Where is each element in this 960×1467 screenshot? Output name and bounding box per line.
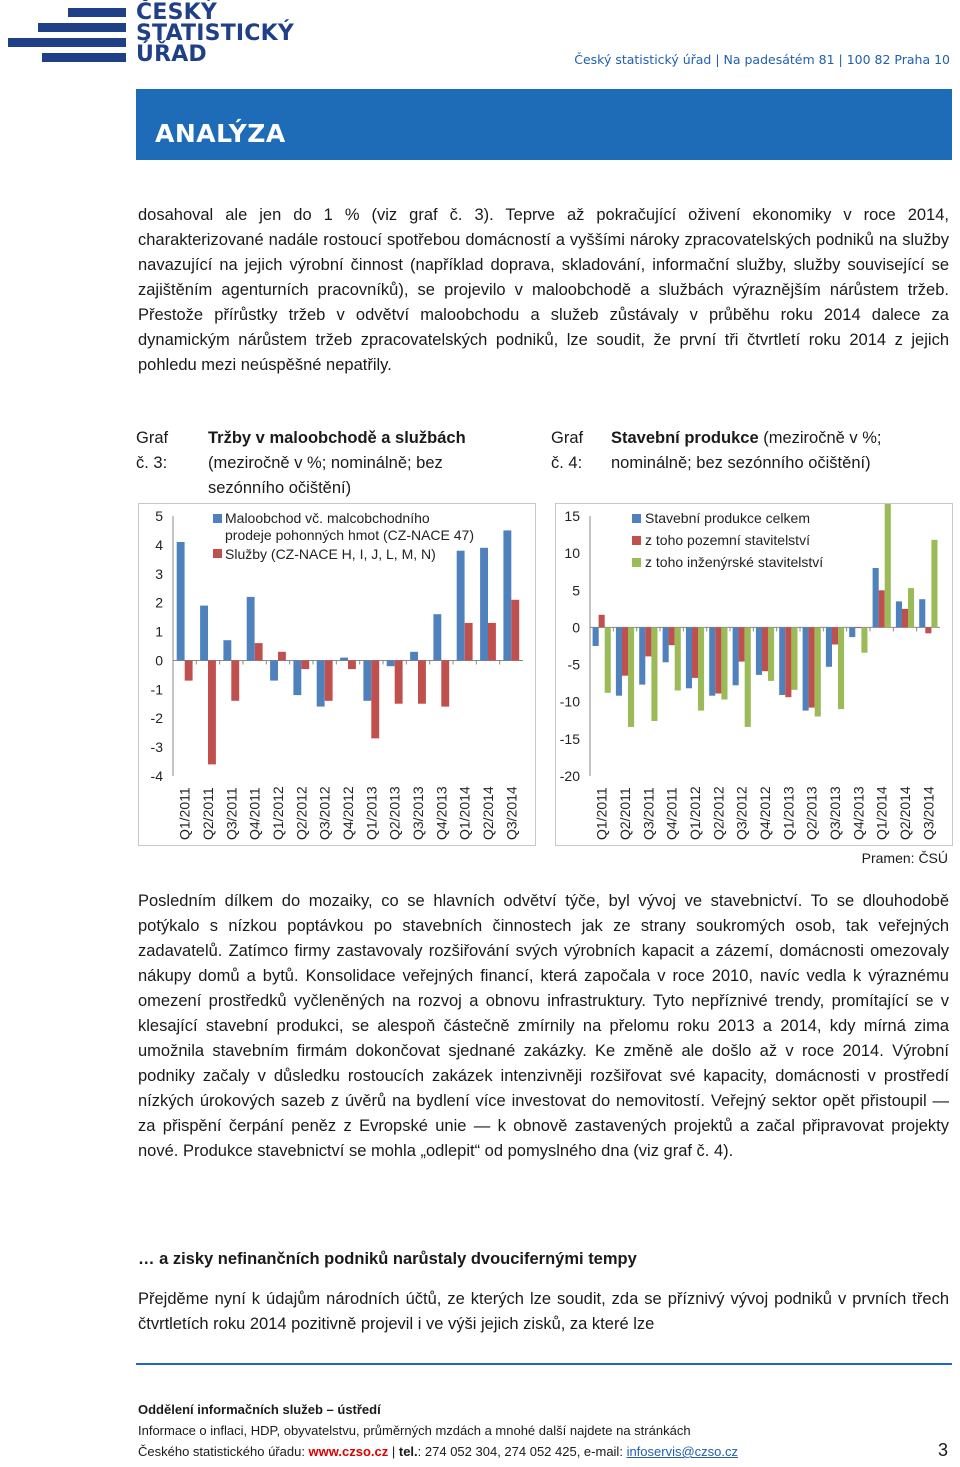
- bar-construction-series-0: [826, 627, 832, 666]
- x-tick-label: Q4/2011: [663, 787, 680, 840]
- y-tick-label: 4: [155, 536, 163, 553]
- bar-construction-series-0: [919, 599, 925, 627]
- bar-construction-series-1: [599, 615, 605, 628]
- x-tick-label: Q2/2013: [803, 786, 820, 840]
- bar-construction-series-1: [902, 609, 908, 628]
- bar-retail-series-0: [177, 542, 185, 660]
- x-tick-label: Q2/2012: [293, 786, 310, 840]
- x-tick-label: Q2/2013: [386, 786, 403, 840]
- bar-construction-series-1: [855, 627, 861, 628]
- y-tick-label: 5: [155, 508, 163, 524]
- graph4-label-2: č. 4:: [551, 454, 583, 472]
- legend-swatch: [213, 549, 222, 558]
- header-address: Český statistický úřad | Na padesátém 81 | 100 82 Praha 10: [574, 52, 950, 67]
- bar-construction-series-1: [762, 627, 768, 671]
- footer-info: Informace o inflaci, HDP, obyvatelstvu, průměrných mzdách a mnohé další najdete na stránkách: [138, 1423, 691, 1438]
- footer-contact-prefix: Českého statistického úřadu:: [138, 1444, 309, 1459]
- y-tick-label: -3: [150, 739, 163, 756]
- legend-swatch: [213, 514, 222, 523]
- graph4-title-rest: (meziročně v %; nominálně; bez sezónního očištění): [611, 429, 882, 472]
- chart-retail-services: [138, 503, 536, 846]
- bar-construction-series-1: [622, 627, 628, 675]
- bar-retail-series-0: [200, 606, 208, 661]
- bar-construction-series-2: [815, 627, 821, 716]
- x-tick-label: Q3/2013: [827, 786, 843, 840]
- graph4-label-1: Graf: [551, 429, 584, 447]
- bar-retail-series-1: [301, 660, 309, 669]
- bar-construction-series-0: [686, 627, 692, 688]
- bar-construction-series-0: [709, 627, 715, 695]
- bar-construction-series-1: [692, 627, 698, 678]
- footer-tel: : 274 052 304, 274 052 425, e-mail:: [417, 1444, 627, 1459]
- bar-construction-series-0: [849, 627, 855, 637]
- bar-construction-series-1: [669, 627, 675, 645]
- y-tick-label: -1: [150, 681, 163, 698]
- x-tick-label: Q3/2011: [223, 787, 240, 840]
- x-tick-label: Q1/2011: [176, 787, 193, 840]
- x-tick-label: Q1/2014: [456, 786, 473, 840]
- bar-retail-series-0: [270, 660, 278, 680]
- bar-construction-series-0: [779, 627, 785, 695]
- x-tick-label: Q4/2011: [246, 787, 263, 840]
- y-tick-label: -10: [559, 693, 580, 710]
- intro-paragraph-text: dosahoval ale jen do 1 % (viz graf č. 3). Teprve až pokračující oživení ekonomiky v roce 2014, charakterizované nadále rostoucí spotřebou domácností a vyššími nároky zpracovatelských podniků na služby navazující na jejich výrobní činnost (například doprava, skladování, informační služby, služby související se zajištěním agenturních pracovníků), se projevilo v maloobchodě a službách výraznějším nárůstem tržeb. Přestože přírůstky tržeb v odvětví maloobchodu a služeb zůstávaly v průběhu roku 2014 dalece za dynamickým nárůstem tržeb zpracovatelských podniků, lze soudit, že první tři čtvrtletí roku 2014 z jejich pohledu mezi neúspěšné nepatřily.: [138, 206, 949, 374]
- bar-retail-series-1: [488, 623, 496, 661]
- x-tick-label: Q1/2012: [687, 786, 703, 840]
- bar-construction-series-2: [931, 540, 937, 628]
- profits-paragraph-text: Přejděme nyní k údajům národních účtů, ze kterých lze soudit, zda se příznivý vývoj podniků v prvních třech čtvrtletích roku 2014 pozitivně projevil i ve výši jejich zisků, za které lze: [138, 1290, 949, 1333]
- x-tick-label: Q3/2011: [640, 787, 657, 840]
- x-tick-label: Q3/2012: [733, 786, 750, 840]
- bar-retail-series-0: [363, 660, 371, 700]
- bar-retail-series-0: [433, 614, 441, 660]
- x-tick-label: Q2/2011: [200, 787, 216, 840]
- bar-construction-series-1: [832, 627, 838, 644]
- bar-retail-series-0: [457, 551, 465, 661]
- bar-construction-series-0: [663, 627, 669, 662]
- graph3-label-1: Graf: [136, 429, 169, 447]
- x-tick-label: Q4/2012: [340, 786, 356, 840]
- legend-label: z toho pozemní stavitelství: [645, 532, 810, 548]
- logo-stripes-icon: [0, 8, 126, 64]
- graph3-title-bold: Tržby v maloobchodě a službách: [208, 429, 466, 447]
- bar-construction-series-2: [885, 503, 891, 627]
- bar-retail-series-1: [348, 660, 356, 669]
- bar-construction-series-2: [651, 627, 657, 721]
- y-tick-label: 15: [564, 508, 580, 524]
- x-tick-label: Q3/2012: [316, 786, 333, 840]
- bar-retail-series-0: [340, 658, 348, 661]
- bar-retail-series-1: [208, 660, 216, 764]
- bar-construction-series-2: [908, 588, 914, 627]
- x-tick-label: Q4/2013: [433, 786, 450, 840]
- x-tick-label: Q1/2011: [593, 787, 610, 840]
- footer-contact: [138, 1442, 738, 1462]
- legend-swatch: [632, 558, 641, 567]
- bar-construction-series-1: [879, 590, 885, 627]
- x-tick-label: Q3/2014: [920, 786, 937, 840]
- legend-label: z toho inženýrské stavitelství: [645, 554, 824, 570]
- bar-construction-series-0: [733, 627, 739, 685]
- legend-label: Služby (CZ-NACE H, I, J, L, M, N): [225, 546, 436, 562]
- y-tick-label: 0: [572, 619, 580, 636]
- legend-swatch: [632, 514, 641, 523]
- bar-retail-series-1: [185, 660, 193, 680]
- bar-construction-series-1: [739, 627, 745, 661]
- bar-construction-series-0: [873, 568, 879, 627]
- bar-retail-series-0: [223, 640, 231, 660]
- bar-retail-series-0: [410, 652, 418, 661]
- bar-construction-series-2: [628, 627, 634, 727]
- logo-line-2: STATISTICKÝ: [136, 21, 295, 46]
- bar-construction-series-0: [593, 627, 599, 646]
- bar-retail-series-0: [247, 597, 255, 661]
- x-tick-label: Q3/2013: [410, 786, 426, 840]
- bar-retail-series-1: [465, 623, 473, 661]
- graph3-title-rest: (meziročně v %; nominálně; bez sezónního očištění): [208, 454, 443, 497]
- x-tick-label: Q1/2014: [873, 786, 890, 840]
- bar-construction-series-0: [803, 627, 809, 710]
- y-tick-label: -2: [150, 710, 163, 727]
- bar-construction-series-1: [925, 627, 931, 633]
- bar-construction-series-2: [838, 627, 844, 709]
- bar-construction-series-2: [791, 627, 797, 689]
- banner-title: ANALÝZA: [155, 119, 286, 148]
- bar-retail-series-0: [317, 660, 325, 706]
- section-subheading: … a zisky nefinančních podniků narůstaly dvoucifernými tempy: [138, 1250, 637, 1268]
- x-tick-label: Q2/2012: [710, 786, 727, 840]
- x-tick-label: Q1/2013: [780, 786, 797, 840]
- y-tick-label: -5: [567, 656, 580, 673]
- x-tick-label: Q2/2014: [480, 786, 496, 840]
- bar-construction-series-2: [675, 627, 681, 690]
- bar-construction-series-2: [768, 627, 774, 681]
- bar-construction-series-0: [616, 627, 622, 695]
- bar-construction-series-1: [785, 627, 791, 697]
- legend-label: Maloobchod vč. malcobchodního prodeje pohonných hmot (CZ-NACE 47): [225, 510, 475, 543]
- bar-construction-series-0: [756, 627, 762, 675]
- bar-retail-series-0: [480, 548, 488, 661]
- bar-retail-series-0: [387, 660, 395, 666]
- chart-legend: [213, 510, 474, 562]
- bar-retail-series-0: [503, 530, 511, 660]
- bar-construction-series-2: [605, 627, 611, 692]
- y-tick-label: -4: [150, 768, 163, 784]
- graph3-label-2: č. 3:: [136, 454, 168, 472]
- x-tick-label: Q1/2012: [270, 786, 286, 840]
- x-tick-label: Q1/2013: [363, 786, 380, 840]
- footer-email-link[interactable]: infoservis@czso.cz: [626, 1444, 739, 1459]
- bar-retail-series-1: [231, 660, 239, 700]
- bar-retail-series-0: [293, 660, 301, 695]
- bar-retail-series-1: [418, 660, 426, 703]
- y-tick-label: 10: [564, 545, 580, 562]
- bar-construction-series-2: [721, 627, 727, 699]
- chart-construction: [555, 503, 953, 846]
- graph3-label: [136, 426, 168, 476]
- y-tick-label: 3: [155, 565, 163, 582]
- bar-construction-series-1: [645, 627, 651, 656]
- graph4-title-bold: Stavební produkce: [611, 429, 759, 447]
- x-tick-label: Q2/2011: [617, 787, 633, 840]
- bar-retail-series-1: [325, 660, 333, 700]
- footer-sep: |: [388, 1444, 399, 1459]
- graph3-title: [208, 426, 508, 501]
- intro-paragraph: [138, 203, 949, 378]
- bar-retail-series-1: [371, 660, 379, 738]
- bar-construction-series-1: [809, 627, 815, 707]
- construction-paragraph: [138, 889, 949, 1164]
- bar-construction-series-2: [698, 627, 704, 710]
- x-tick-label: Q3/2014: [503, 786, 520, 840]
- bar-construction-series-0: [639, 627, 645, 684]
- page-number: 3: [937, 1440, 948, 1460]
- bar-construction-series-0: [896, 601, 902, 627]
- footer-tel-label: tel.: [398, 1444, 418, 1459]
- y-tick-label: 5: [572, 582, 580, 599]
- construction-paragraph-text: Posledním dílkem do mozaiky, co se hlavních odvětví týče, byl vývoj ve stavebnictví. To se dlouhodobě potýkalo s nízkou poptávkou po stavebních činnostech jak ze strany soukromých osob, tak veřejných zadavatelů. Zatímco firmy zastavovaly rozšiřování svých výrobních kapacit a zázemí, domácnosti omezovaly nákupy domů a bytů. Konsolidace veřejných financí, která započala v roce 2010, navíc vedla k výraznému omezení prostředků vyčleněných na rozvoj a obnovu infrastruktury. Tyto nepříznivé trendy, promítající se v klesající stavební produkci, se alespoň částečně zmírnily na přelomu roku 2013 a 2014, kdy mírná zima umožnila stavebním firmám dokončovat sjednané zakázky. Ke změně ale došlo až v roce 2014. Výrobní podniky začaly v důsledku rostoucích zakázek intenzivněji rozšiřovat své kapacity, domácnosti v prostředí nízkých úrokových sazeb z úvěrů na bydlení více investovat do nemovitostí. Veřejný sektor opět přistoupil — za přispění čerpání peněz z Evropské unie — k obnově zastavených projektů a začal připravovat projekty nové. Produkce stavebnictví se mohla „odlepit“ od pomyslného dna (viz graf č. 4).: [138, 892, 949, 1160]
- y-tick-label: -20: [559, 768, 580, 784]
- chart-legend: [632, 510, 823, 570]
- logo-line-3: ÚŘAD: [136, 42, 207, 67]
- bar-retail-series-1: [511, 600, 519, 661]
- bar-construction-series-1: [715, 627, 721, 693]
- graph4-title: [611, 426, 931, 476]
- footer-web-link[interactable]: www.czso.cz: [308, 1444, 389, 1459]
- logo-wordmark: [136, 2, 294, 65]
- x-tick-label: Q4/2012: [757, 786, 773, 840]
- bar-retail-series-1: [278, 652, 286, 661]
- bar-retail-series-1: [441, 660, 449, 706]
- legend-swatch: [632, 536, 641, 545]
- x-tick-label: Q2/2014: [897, 786, 913, 840]
- source-note: Pramen: ČSÚ: [861, 850, 948, 866]
- bar-retail-series-1: [395, 660, 403, 703]
- y-tick-label: 1: [155, 623, 163, 640]
- profits-paragraph: [138, 1287, 949, 1337]
- y-tick-label: 0: [155, 652, 163, 669]
- x-tick-label: Q4/2013: [850, 786, 867, 840]
- graph4-label: [551, 426, 583, 476]
- bar-retail-series-1: [255, 643, 263, 660]
- footer-divider: [136, 1363, 952, 1365]
- legend-label: Stavební produkce celkem: [645, 510, 810, 526]
- footer-dept: Oddělení informačních služeb – ústředí: [138, 1402, 381, 1417]
- bar-construction-series-2: [745, 627, 751, 727]
- logo-line-1: ČESKÝ: [136, 0, 217, 25]
- y-tick-label: 2: [155, 594, 163, 611]
- bar-construction-series-2: [861, 627, 867, 652]
- y-tick-label: -15: [559, 730, 580, 747]
